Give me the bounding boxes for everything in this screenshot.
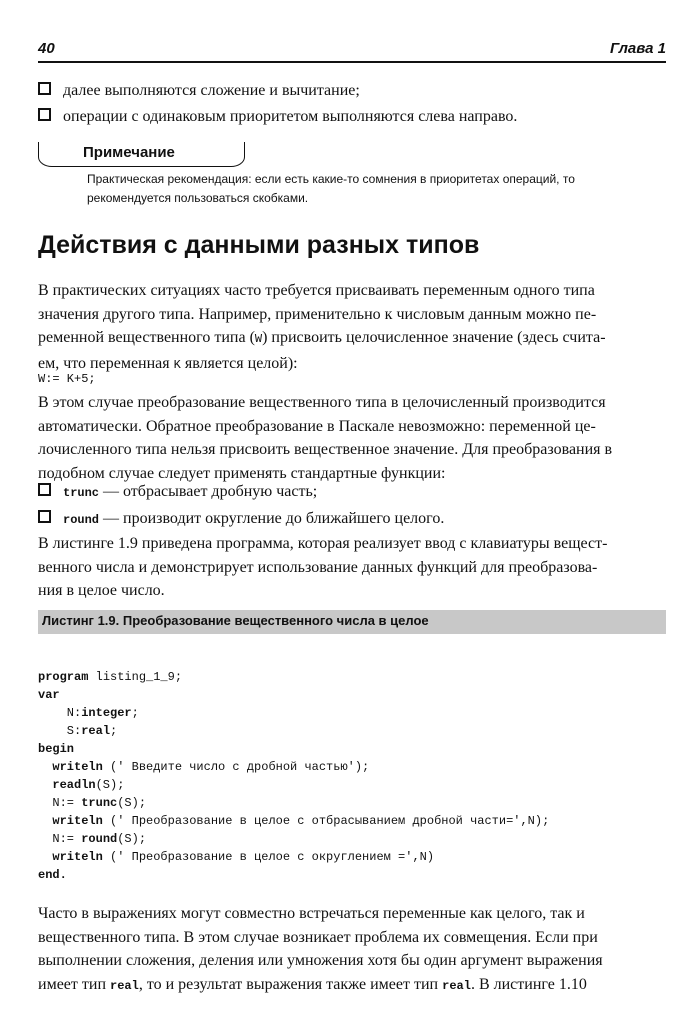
code-line: N:integer; [38, 706, 139, 720]
book-page [38, 0, 666, 1024]
paragraph-listing-intro: В листинге 1.9 приведена программа, которая реализует ввод с клавиатуры вещест- венного числа и демонстрирует использование данных функций для преобразова- ния в целое число. [38, 535, 608, 599]
checkbox-bullet-icon [38, 108, 51, 121]
note-label-frame [38, 142, 245, 167]
list-item: операции с одинаковым приоритетом выполняются слева направо. [38, 106, 517, 128]
listing-title: Листинг 1.9. Преобразование вещественного числа в целое [42, 613, 429, 628]
code-line: begin [38, 742, 75, 756]
list-item: round — производит округление до ближайшего целого. [38, 508, 444, 531]
chapter-label: Глава 1 [609, 40, 666, 57]
code-line: N:= trunc(S); [38, 796, 147, 810]
code-line: writeln (' Преобразование в целое с отбрасыванием дробной части=',N); [38, 814, 550, 828]
code-line: end. [38, 868, 67, 882]
code-line: S:real; [38, 724, 118, 738]
list-item: далее выполняются сложение и вычитание; [38, 80, 360, 102]
checkbox-bullet-icon [38, 483, 51, 496]
code-line: var [38, 688, 60, 702]
code-line: readln(S); [38, 778, 125, 792]
note-label: Примечание [83, 144, 175, 161]
note-text: Практическая рекомендация: если есть какие-то сомнения в приоритетах операций, то рекомендуется пользоваться скобками. [87, 172, 575, 205]
paragraph-intro: В практических ситуациях часто требуется присваивать переменным одного типа значения другого типа. Например, применительно к числовым данным можно пе- ременной вещественного типа (W) присвоить целочисленное значение (здесь счита- ем, что переменная K является целой): [38, 282, 606, 372]
code-listing [38, 650, 549, 920]
list-item: trunc — отбрасывает дробную часть; [38, 481, 317, 504]
checkbox-bullet-icon [38, 82, 51, 95]
code-line: program listing_1_9; [38, 670, 183, 684]
listing-caption [38, 610, 666, 634]
page-number: 40 [38, 40, 55, 57]
paragraph-mixed-types: Часто в выражениях могут совместно встречаться переменные как целого, так и вещественного типа. В этом случае возникает проблема их совмещения. Если при выполнении сложения, деления или умножения хотя бы один аргумент выражения имеет тип real, то и результат выражения также имеет тип real. В листинге 1.10 [38, 905, 603, 993]
code-line: writeln (' Введите число с дробной частью'); [38, 760, 370, 774]
paragraph-conversion: В этом случае преобразование вещественного типа в целочисленный производится автоматически. Обратное преобразование в Паскале невозможно: переменной це- лочисленного типа нельзя присвоить вещественное значение. Для преобразования в подобном случае следует применять стандартные функции: [38, 394, 613, 482]
code-line: writeln (' Преобразование в целое с округлением =',N) [38, 850, 435, 864]
section-title: Действия с данными разных типов [38, 231, 480, 259]
header-rule [38, 61, 666, 63]
running-header [38, 40, 666, 60]
code-line: N:= round(S); [38, 832, 147, 846]
checkbox-bullet-icon [38, 510, 51, 523]
code-snippet: W:= K+5; [38, 372, 96, 386]
